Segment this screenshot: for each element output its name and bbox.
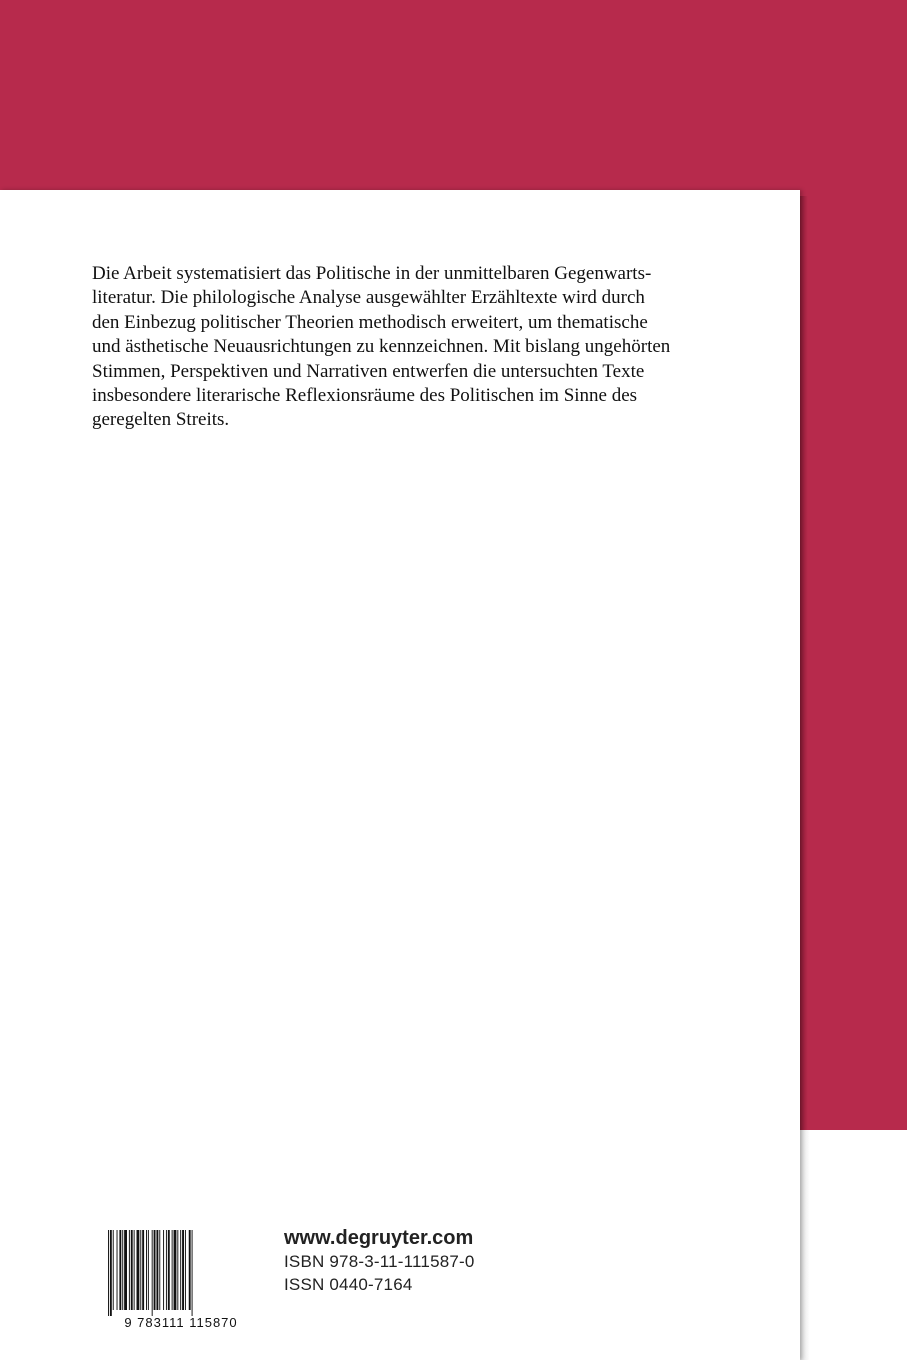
barcode-bar	[182, 1230, 184, 1310]
barcode-bar	[122, 1230, 123, 1310]
barcode-bar	[142, 1230, 144, 1310]
barcode-bar	[134, 1230, 135, 1310]
barcode-bar	[189, 1230, 191, 1310]
blurb-line: Stimmen, Perspektiven und Narrativen entwerfen die untersuchten Texte	[92, 360, 645, 382]
barcode-bars	[108, 1230, 193, 1316]
barcode-bar	[131, 1230, 133, 1310]
barcode-bar	[108, 1230, 109, 1316]
barcode-bar	[159, 1230, 160, 1310]
isbn-barcode	[96, 1230, 266, 1330]
publisher-url[interactable]: www.degruyter.com	[284, 1227, 474, 1249]
book-blurb	[92, 262, 742, 433]
panel-drop-shadow	[800, 196, 808, 1130]
barcode-bar	[152, 1230, 153, 1316]
barcode-bar	[113, 1230, 114, 1310]
barcode-bar	[168, 1230, 170, 1310]
barcode-digits: 9 783111 115870	[124, 1315, 238, 1330]
blurb-line: den Einbezug politischer Theorien methodisch erweitert, um thematische	[92, 311, 648, 333]
barcode-bar	[137, 1230, 140, 1310]
publisher-imprint	[284, 1226, 475, 1296]
barcode-bar	[172, 1230, 173, 1310]
barcode-bar	[129, 1230, 130, 1310]
barcode-bar	[148, 1230, 149, 1310]
barcode-bar	[180, 1230, 181, 1310]
barcode-bar	[154, 1230, 156, 1310]
barcode-bar	[156, 1230, 158, 1310]
barcode-bar	[174, 1230, 177, 1310]
barcode-bar	[124, 1230, 127, 1310]
blurb-line: und ästhetische Neuausrichtungen zu kennzeichnen. Mit bislang ungehörten	[92, 336, 671, 358]
blurb-line: insbesondere literarische Reflexionsräume des Politischen im Sinne des	[92, 385, 638, 407]
blurb-line: literatur. Die philologische Analyse ausgewählter Erzähltexte wird durch	[92, 287, 645, 309]
isbn-number: ISBN 978-3-11-111587-0	[284, 1252, 475, 1271]
blurb-line: Die Arbeit systematisiert das Politische in der unmittelbaren Gegenwarts-	[92, 263, 652, 284]
blurb-line: geregelten Streits.	[92, 409, 230, 431]
barcode-bar	[163, 1230, 164, 1310]
barcode-bar	[192, 1230, 193, 1316]
issn-number: ISSN 0440-7164	[284, 1275, 413, 1294]
barcode-bar	[119, 1230, 121, 1310]
barcode-bar	[110, 1230, 112, 1316]
barcode-bar	[117, 1230, 118, 1310]
barcode-bar	[177, 1230, 178, 1310]
barcode-bar	[166, 1230, 167, 1310]
barcode-bar	[146, 1230, 147, 1310]
barcode-bar	[140, 1230, 141, 1310]
panel-drop-shadow-lower	[800, 1130, 810, 1360]
barcode-bar	[185, 1230, 186, 1310]
